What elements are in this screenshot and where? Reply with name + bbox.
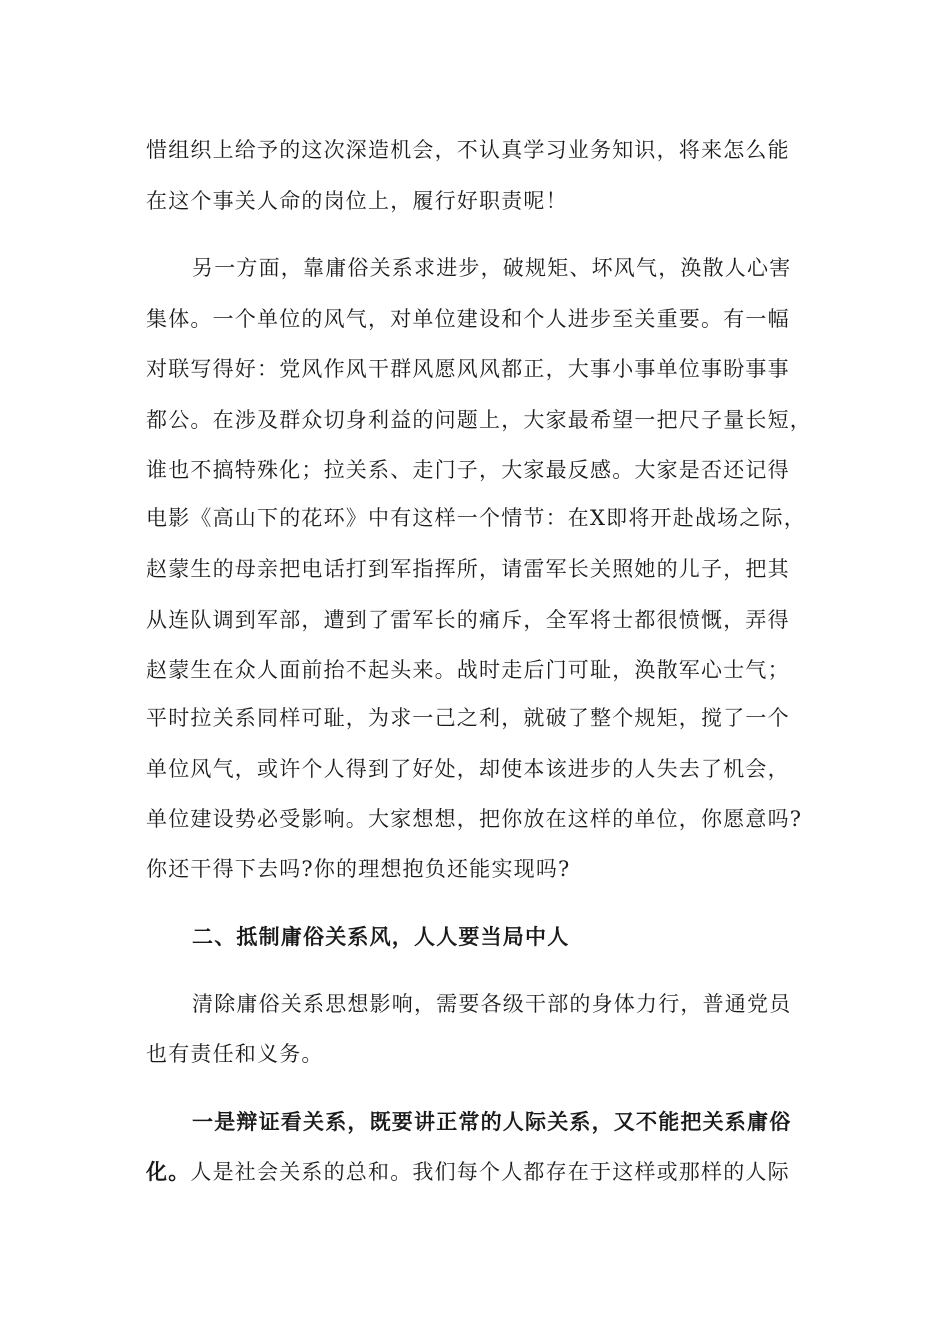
section-heading: 二、抵制庸俗关系风，人人要当局中人 (192, 924, 570, 949)
paragraph-line: 对联写得好：党风作风干群风愿风风都正，大事小事单位事盼事事 (146, 357, 790, 381)
paragraph-line: 惜组织上给予的这次深造机会，不认真学习业务知识，将来怎么能 (146, 138, 790, 162)
paragraph-line (146, 1160, 790, 1184)
paragraph-line: 平时拉关系同样可耻，为求一己之利，就破了整个规矩，搅了一个 (146, 706, 790, 730)
paragraph-line: 集体。一个单位的风气，对单位建设和个人进步至关重要。有一幅 (146, 307, 790, 331)
paragraph-line: 从连队调到军部，遭到了雷军长的痛斥，全军将士都很愤慨，弄得 (146, 608, 790, 632)
paragraph-line: 单位建设势必受影响。大家想想，把你放在这样的单位，你愿意吗? (146, 807, 803, 831)
paragraph-line: 赵蒙生的母亲把电话打到军指挥所，请雷军长关照她的儿子，把其 (146, 557, 790, 581)
paragraph-bold-lead-end: 化。 (146, 1159, 191, 1184)
paragraph-line: 你还干得下去吗?你的理想抱负还能实现吗? (146, 857, 571, 881)
paragraph-bold-lead: 一是辩证看关系，既要讲正常的人际关系，又不能把关系庸俗 (192, 1109, 792, 1134)
paragraph-line: 电影《高山下的花环》中有这样一个情节：在X即将开赴战场之际， (146, 506, 806, 530)
paragraph-line: 清除庸俗关系思想影响，需要各级干部的身体力行，普通党员 (192, 992, 792, 1016)
paragraph-text: 人是社会关系的总和。我们每个人都存在于这样或那样的人际 (190, 1160, 790, 1184)
paragraph-line: 赵蒙生在众人面前抬不起头来。战时走后门可耻，涣散军心士气； (146, 658, 790, 682)
paragraph-line: 另一方面，靠庸俗关系求进步，破规矩、坏风气，涣散人心害 (192, 256, 792, 280)
paragraph-line: 单位风气，或许个人得到了好处，却使本该进步的人失去了机会， (146, 757, 790, 781)
paragraph-line: 也有责任和义务。 (146, 1042, 324, 1066)
paragraph-line: 都公。在涉及群众切身利益的问题上，大家最希望一把尺子量长短， (146, 408, 812, 432)
paragraph-line: 谁也不搞特殊化；拉关系、走门子，大家最反感。大家是否还记得 (146, 458, 790, 482)
paragraph-line: 在这个事关人命的岗位上，履行好职责呢！ (146, 189, 568, 213)
